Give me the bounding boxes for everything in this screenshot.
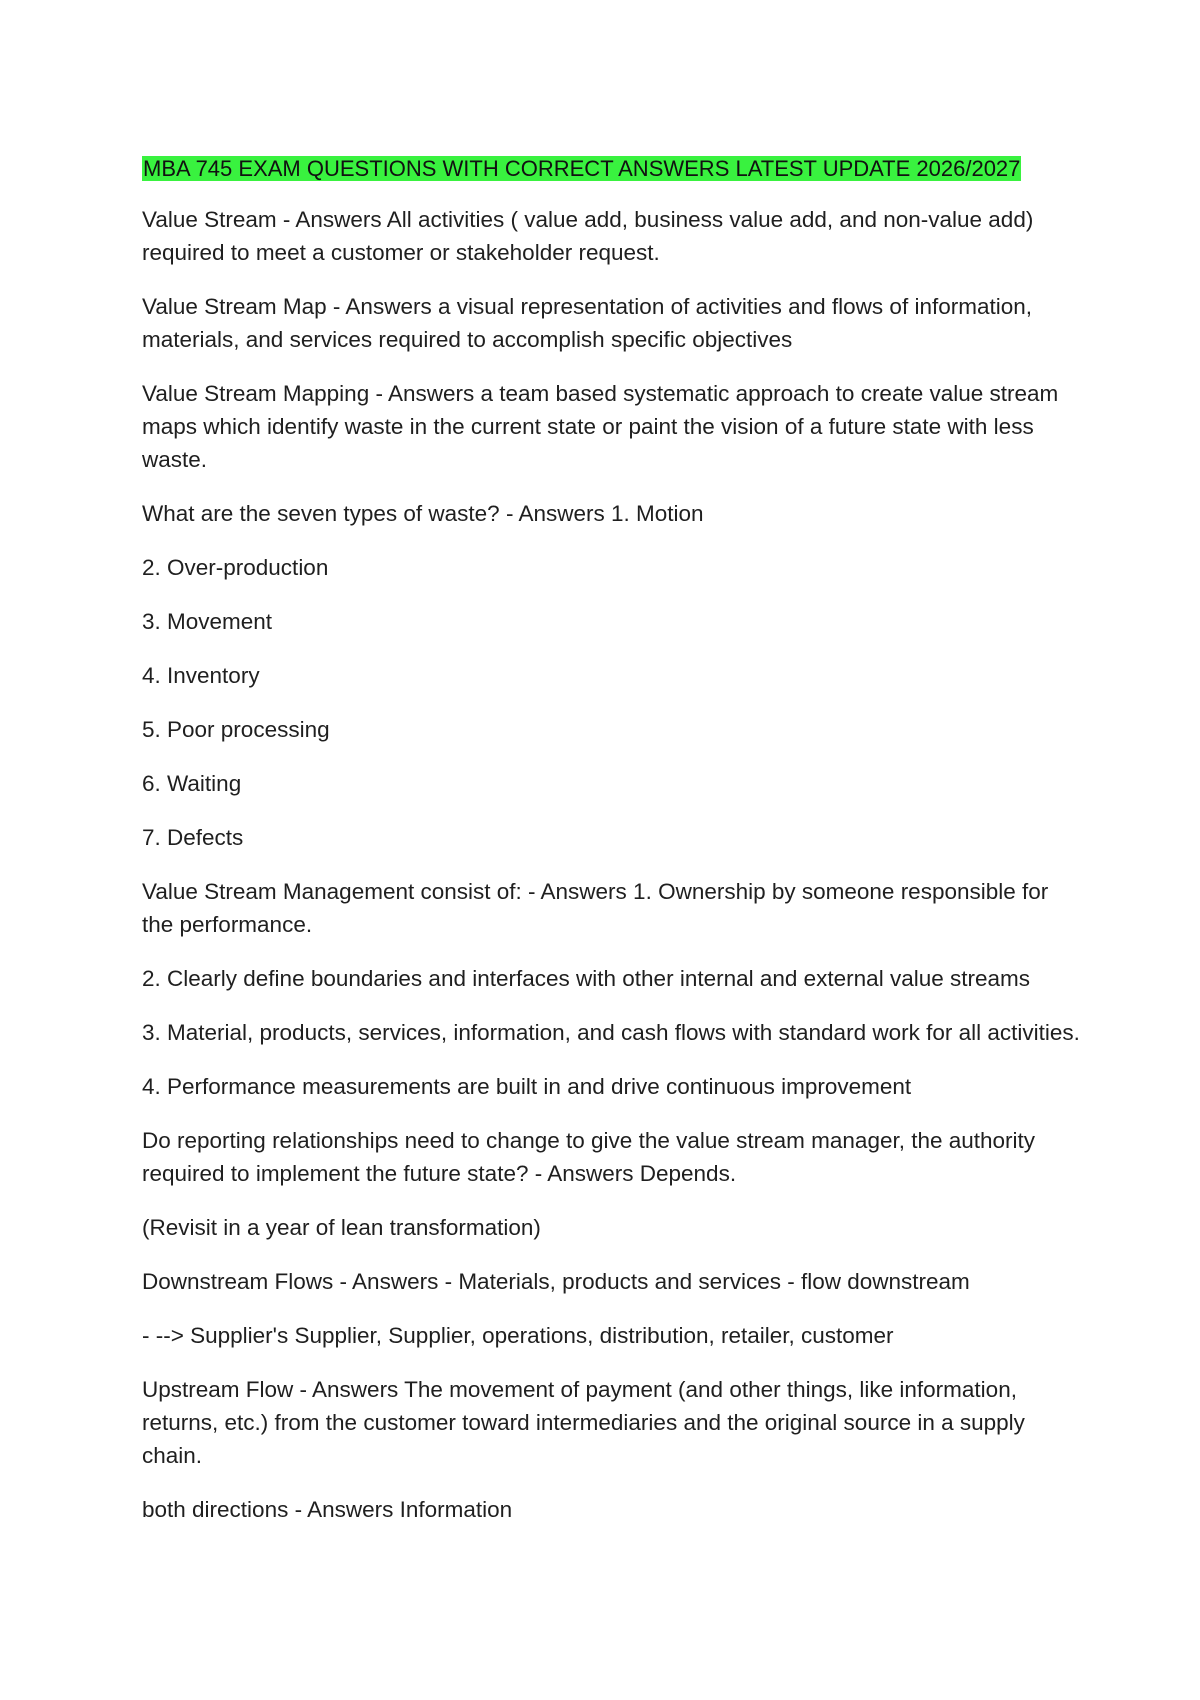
paragraph-downstream-chain: - --> Supplier's Supplier, Supplier, operations, distribution, retailer, customer: [142, 1323, 894, 1348]
title-line: [142, 152, 1082, 185]
paragraph-value-stream-map: Value Stream Map - Answers a visual representation of activities and flows of information, materials, and services required to accomplish specific objectives: [142, 294, 1033, 352]
paragraph-value-stream-management: Value Stream Management consist of: - Answers 1. Ownership by someone responsible for the performance.: [142, 879, 1049, 937]
paragraph-seven-wastes-question: What are the seven types of waste? - Answers 1. Motion: [142, 501, 704, 526]
list-item-waste-7: 7. Defects: [142, 825, 244, 850]
paragraph-value-stream: Value Stream - Answers All activities ( value add, business value add, and non-value add) required to meet a customer or stakeholder request.: [142, 207, 1034, 265]
list-item-waste-3: 3. Movement: [142, 609, 273, 634]
document-body: [142, 152, 1082, 1547]
paragraph-reporting-relationships: Do reporting relationships need to change to give the value stream manager, the authority required to implement the future state? - Answers Depends.: [142, 1128, 1036, 1186]
list-item-waste-4: 4. Inventory: [142, 663, 260, 688]
paragraph-value-stream-mapping: Value Stream Mapping - Answers a team based systematic approach to create value stream maps which identify waste in the current state or paint the vision of a future state with less waste.: [142, 381, 1059, 472]
paragraph-downstream-flows: Downstream Flows - Answers - Materials, products and services - flow downstream: [142, 1269, 970, 1294]
list-item-waste-6: 6. Waiting: [142, 771, 242, 796]
list-item-waste-2: 2. Over-production: [142, 555, 329, 580]
paragraph-upstream-flow: Upstream Flow - Answers The movement of payment (and other things, like information, returns, etc.) from the customer toward intermediaries and the original source in a supply chain.: [142, 1377, 1025, 1468]
list-item-waste-5: 5. Poor processing: [142, 717, 330, 742]
paragraph-revisit-note: (Revisit in a year of lean transformation): [142, 1215, 541, 1240]
list-item-management-4: 4. Performance measurements are built in and drive continuous improvement: [142, 1074, 912, 1099]
document-title: MBA 745 EXAM QUESTIONS WITH CORRECT ANSWERS LATEST UPDATE 2026/2027: [143, 156, 1021, 181]
paragraph-both-directions: both directions - Answers Information: [142, 1497, 513, 1522]
list-item-management-2: 2. Clearly define boundaries and interfaces with other internal and external value streams: [142, 966, 1031, 991]
list-item-management-3: 3. Material, products, services, information, and cash flows with standard work for all activities.: [142, 1020, 1080, 1045]
